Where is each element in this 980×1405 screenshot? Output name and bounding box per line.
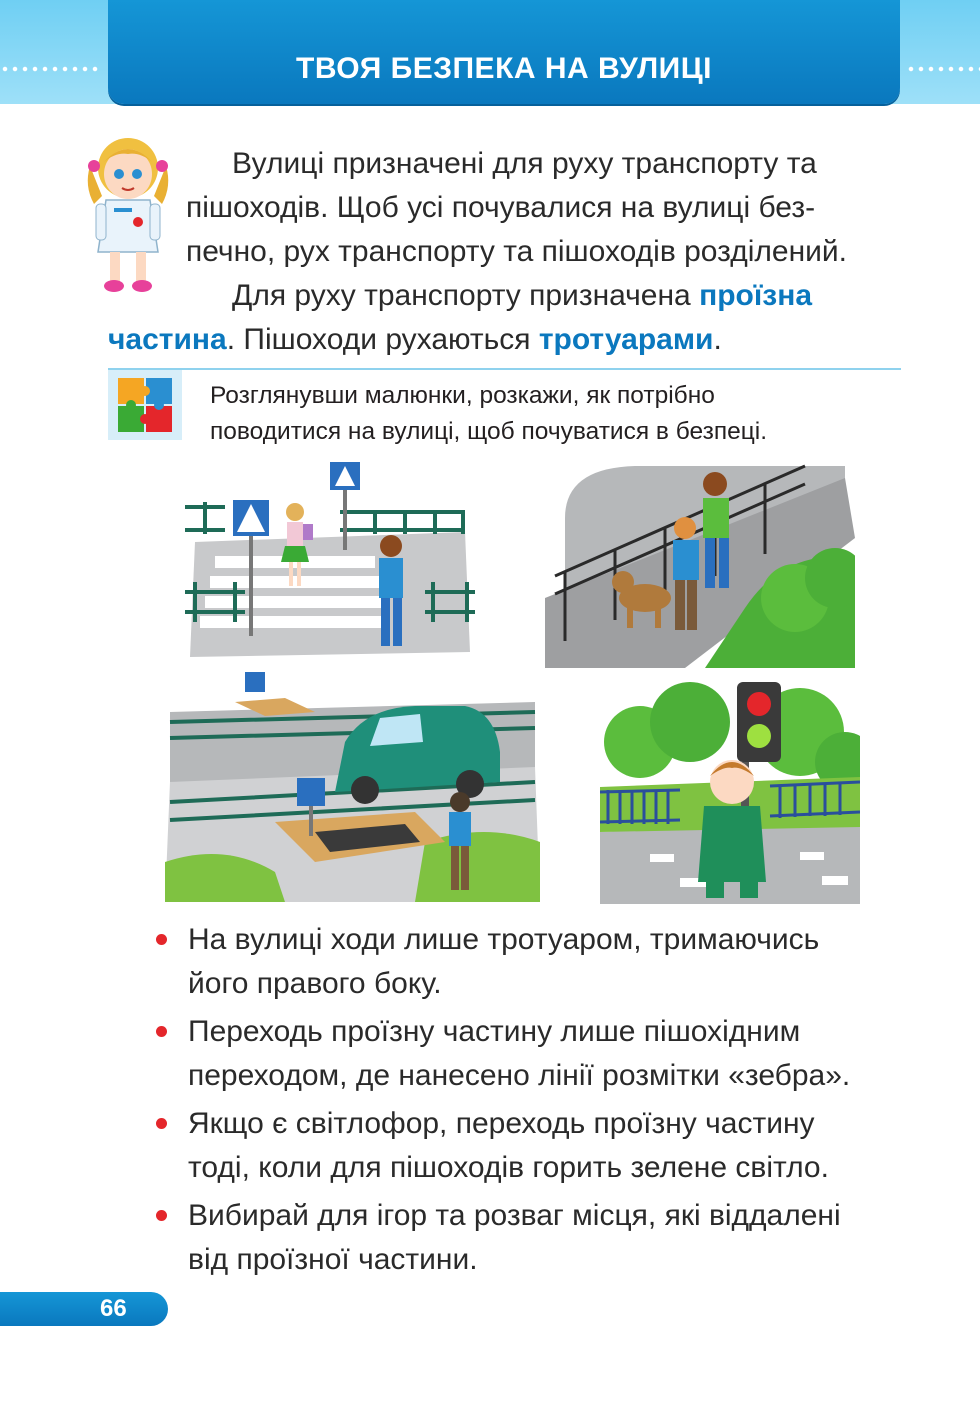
rule-line: тоді, коли для пішоходів горить зелене світло. bbox=[188, 1151, 829, 1184]
intro-line: пішоходів. Щоб усі почувалися на вулиці без- bbox=[186, 191, 816, 224]
task-line: поводитися на вулиці, щоб почуватися в безпеці. bbox=[210, 418, 768, 445]
rule-line: Якщо є світлофор, переходь проїзну частину bbox=[188, 1107, 815, 1140]
intro-text: . bbox=[713, 323, 722, 356]
page-title: ТВОЯ БЕЗПЕКА НА ВУЛИЦІ bbox=[296, 52, 712, 85]
intro-paragraph bbox=[108, 142, 901, 362]
bullet-dot-icon bbox=[156, 934, 167, 945]
task-line: Розглянувши малюнки, розкажи, як потрібно bbox=[210, 382, 715, 409]
header-dots-left bbox=[0, 66, 100, 72]
rule-line: його правого боку. bbox=[188, 967, 442, 1000]
header-dots-right bbox=[906, 66, 980, 72]
rule-line: На вулиці ходи лише тротуаром, тримаючись bbox=[188, 923, 820, 956]
list-item bbox=[150, 1102, 902, 1190]
rule-line: від проїзної частини. bbox=[188, 1243, 478, 1276]
page-number-tab bbox=[0, 1292, 168, 1326]
intro-line bbox=[108, 318, 901, 362]
bullet-dot-icon bbox=[156, 1118, 167, 1129]
intro-line: печно, рух транспорту та пішоходів розділений. bbox=[186, 235, 847, 268]
term-carriageway: проїзна bbox=[699, 279, 813, 312]
intro-line bbox=[108, 274, 901, 318]
title-banner bbox=[108, 0, 900, 104]
list-item bbox=[150, 1194, 902, 1282]
intro-line: Вулиці призначені для руху транспорту та bbox=[232, 147, 817, 180]
rule-line: Переходь проїзну частину лише пішохідним bbox=[188, 1015, 801, 1048]
puzzle-icon bbox=[108, 370, 182, 440]
sidewalk-illustration bbox=[545, 458, 855, 668]
underpass-illustration bbox=[165, 672, 540, 902]
rule-line: переходом, де нанесено лінії розмітки «зебра». bbox=[188, 1059, 851, 1092]
page-number: 66 bbox=[100, 1295, 127, 1322]
intro-text: Для руху транспорту призначена bbox=[232, 279, 700, 312]
rules-list bbox=[150, 918, 902, 1286]
intro-text: . Пішоходи рухаються bbox=[226, 323, 539, 356]
task-divider bbox=[108, 368, 901, 370]
task-instruction bbox=[210, 378, 900, 450]
bullet-dot-icon bbox=[156, 1210, 167, 1221]
list-item bbox=[150, 918, 902, 1006]
list-item bbox=[150, 1010, 902, 1098]
crosswalk-illustration bbox=[185, 462, 475, 662]
term-sidewalks: тротуарами bbox=[538, 323, 714, 356]
term-carriageway-cont: частина bbox=[108, 323, 227, 356]
bullet-dot-icon bbox=[156, 1026, 167, 1037]
rule-line: Вибирай для ігор та розваг місця, які віддалені bbox=[188, 1199, 841, 1232]
traffic-light-illustration bbox=[600, 682, 860, 904]
